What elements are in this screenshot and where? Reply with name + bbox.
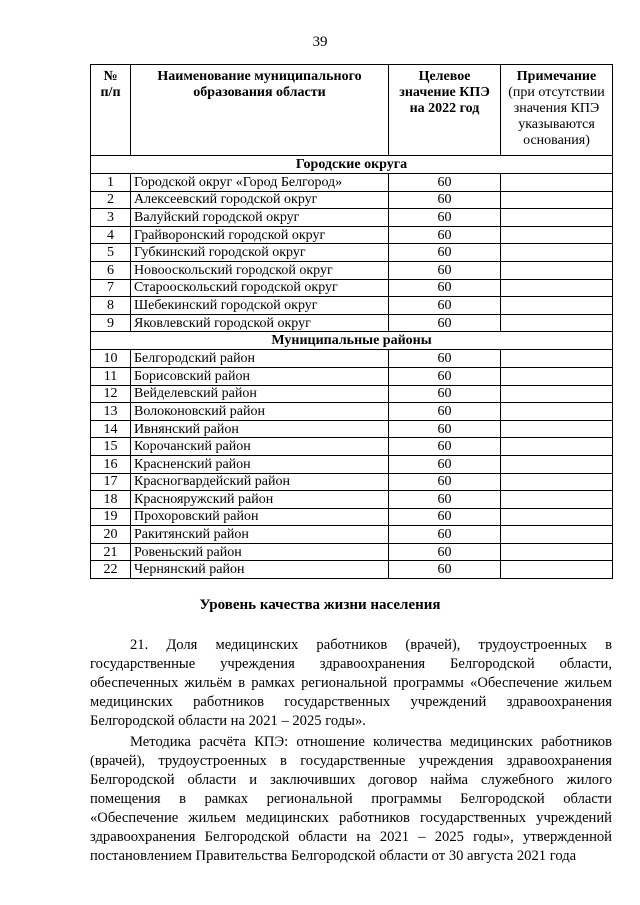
target-value: 60 — [389, 279, 501, 297]
table-row — [91, 279, 613, 297]
table-row — [91, 491, 613, 509]
section-title: Муниципальные районы — [91, 332, 613, 350]
table-row — [91, 561, 613, 579]
table-row — [91, 526, 613, 544]
table-row — [91, 350, 613, 368]
target-value: 60 — [389, 561, 501, 579]
section-heading: Уровень качества жизни населения — [199, 597, 441, 613]
table-row — [91, 543, 613, 561]
municipality-name: Грайворонский городской округ — [131, 226, 389, 244]
row-number: 19 — [91, 508, 131, 526]
note-cell — [501, 261, 613, 279]
row-number: 22 — [91, 561, 131, 579]
note-cell — [501, 367, 613, 385]
row-number: 12 — [91, 385, 131, 403]
row-number: 4 — [91, 226, 131, 244]
table-body — [91, 156, 613, 579]
row-number: 14 — [91, 420, 131, 438]
municipality-name: Чернянский район — [131, 561, 389, 579]
target-value: 60 — [389, 491, 501, 509]
target-value: 60 — [389, 526, 501, 544]
note-cell — [501, 297, 613, 315]
municipality-name: Борисовский район — [131, 367, 389, 385]
target-value: 60 — [389, 174, 501, 192]
municipality-name: Новооскольский городской округ — [131, 261, 389, 279]
table-row — [91, 420, 613, 438]
row-number: 3 — [91, 209, 131, 227]
note-cell — [501, 350, 613, 368]
table-row — [91, 385, 613, 403]
municipality-name: Алексеевский городской округ — [131, 191, 389, 209]
target-value: 60 — [389, 350, 501, 368]
target-value: 60 — [389, 261, 501, 279]
note-cell — [501, 174, 613, 192]
row-number: 16 — [91, 455, 131, 473]
row-number: 13 — [91, 403, 131, 421]
kpe-table — [90, 64, 613, 579]
target-value: 60 — [389, 367, 501, 385]
row-number: 10 — [91, 350, 131, 368]
target-value: 60 — [389, 314, 501, 332]
table-row — [91, 508, 613, 526]
note-cell — [501, 209, 613, 227]
section-row — [91, 332, 613, 350]
note-cell — [501, 385, 613, 403]
municipality-name: Старооскольский городской округ — [131, 279, 389, 297]
header-note — [501, 65, 613, 156]
table-row — [91, 209, 613, 227]
section-title: Городские округа — [91, 156, 613, 174]
table-row — [91, 191, 613, 209]
row-number: 1 — [91, 174, 131, 192]
row-number: 5 — [91, 244, 131, 262]
target-value: 60 — [389, 297, 501, 315]
target-value: 60 — [389, 244, 501, 262]
header-num: № п/п — [91, 65, 131, 156]
table-row — [91, 226, 613, 244]
municipality-name: Вейделевский район — [131, 385, 389, 403]
row-number: 8 — [91, 297, 131, 315]
note-cell — [501, 438, 613, 456]
target-value: 60 — [389, 455, 501, 473]
target-value: 60 — [389, 438, 501, 456]
note-cell — [501, 244, 613, 262]
header-name: Наименование муниципального образования области — [131, 65, 389, 156]
table-header-row — [91, 65, 613, 156]
target-value: 60 — [389, 508, 501, 526]
municipality-name: Красненский район — [131, 455, 389, 473]
target-value: 60 — [389, 209, 501, 227]
target-value: 60 — [389, 473, 501, 491]
note-cell — [501, 226, 613, 244]
row-number: 17 — [91, 473, 131, 491]
municipality-name: Красногвардейский район — [131, 473, 389, 491]
municipality-name: Городской округ «Город Белгород» — [131, 174, 389, 192]
municipality-name: Прохоровский район — [131, 508, 389, 526]
target-value: 60 — [389, 420, 501, 438]
note-cell — [501, 491, 613, 509]
row-number: 2 — [91, 191, 131, 209]
municipality-name: Корочанский район — [131, 438, 389, 456]
section-row — [91, 156, 613, 174]
municipality-name: Яковлевский городской округ — [131, 314, 389, 332]
table-row — [91, 438, 613, 456]
header-note-title: Примечание — [516, 69, 597, 84]
target-value: 60 — [389, 385, 501, 403]
note-cell — [501, 314, 613, 332]
note-cell — [501, 420, 613, 438]
row-number: 6 — [91, 261, 131, 279]
target-value: 60 — [389, 543, 501, 561]
note-cell — [501, 473, 613, 491]
table-row — [91, 455, 613, 473]
municipality-name: Шебекинский городской округ — [131, 297, 389, 315]
municipality-name: Белгородский район — [131, 350, 389, 368]
table-row — [91, 297, 613, 315]
target-value: 60 — [389, 226, 501, 244]
note-cell — [501, 455, 613, 473]
municipality-name: Ракитянский район — [131, 526, 389, 544]
note-cell — [501, 543, 613, 561]
note-cell — [501, 279, 613, 297]
municipality-name: Ивнянский район — [131, 420, 389, 438]
note-cell — [501, 561, 613, 579]
row-number: 15 — [91, 438, 131, 456]
row-number: 18 — [91, 491, 131, 509]
note-cell — [501, 191, 613, 209]
table-row — [91, 174, 613, 192]
row-number: 7 — [91, 279, 131, 297]
table-row — [91, 367, 613, 385]
table-row — [91, 473, 613, 491]
municipality-name: Краснояружский район — [131, 491, 389, 509]
table-row — [91, 261, 613, 279]
municipality-name: Ровеньский район — [131, 543, 389, 561]
row-number: 11 — [91, 367, 131, 385]
paragraph-2: Методика расчёта КПЭ: отношение количества медицинских работников (врачей), трудоустроенных в государственные учреждения здравоохранения Белгородской области и заключивших договор найма служебного жилого помещения в рамках региональной программы Белгородской области «Обеспечение жильем медицинских работников государственных учреждений здравоохранения Белгородской области на 2021 – 2025 годы», утвержденной постановлением Правительства Белгородской области от 30 августа 2021 года — [90, 734, 612, 864]
header-note-sub: (при отсутствии значения КПЭ указываются основания) — [508, 85, 605, 148]
municipality-name: Губкинский городской округ — [131, 244, 389, 262]
table-row — [91, 314, 613, 332]
note-cell — [501, 508, 613, 526]
table-row — [91, 244, 613, 262]
header-target: Целевое значение КПЭ на 2022 год — [389, 65, 501, 156]
table-row — [91, 403, 613, 421]
target-value: 60 — [389, 191, 501, 209]
row-number: 20 — [91, 526, 131, 544]
target-value: 60 — [389, 403, 501, 421]
page-number: 39 — [312, 34, 328, 50]
paragraph-1: 21. Доля медицинских работников (врачей), трудоустроенных в государственные учреждения здравоохранения Белгородской области, обеспеченных жильём в рамках региональной программы «Обеспечение жильем медицинских работников государственных учреждений здравоохранения Белгородской области на 2021 – 2025 годы». — [90, 637, 612, 729]
row-number: 21 — [91, 543, 131, 561]
row-number: 9 — [91, 314, 131, 332]
note-cell — [501, 403, 613, 421]
note-cell — [501, 526, 613, 544]
municipality-name: Волоконовский район — [131, 403, 389, 421]
municipality-name: Валуйский городской округ — [131, 209, 389, 227]
